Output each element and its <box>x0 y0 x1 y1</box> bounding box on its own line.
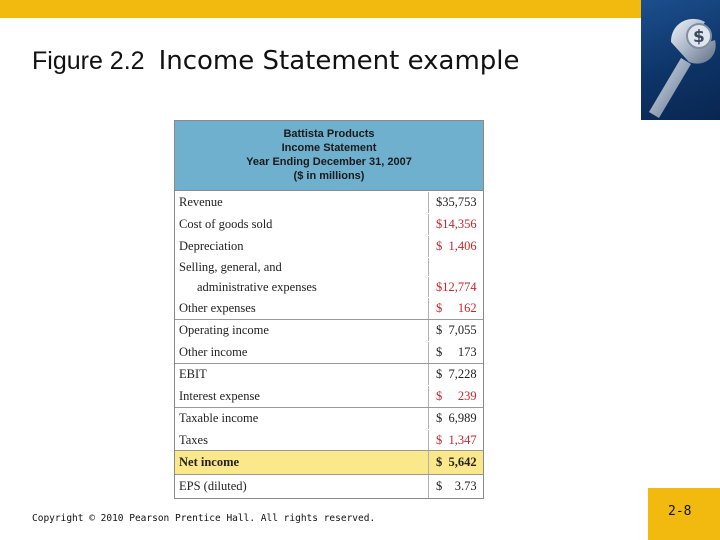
table-row <box>175 297 483 319</box>
table-row <box>175 474 483 498</box>
top-accent-bar <box>0 0 641 18</box>
row-value: $ 5,642 <box>436 455 477 469</box>
table-row <box>175 276 483 297</box>
row-label: administrative expenses <box>175 277 429 297</box>
copyright-notice: Copyright © 2010 Pearson Prentice Hall. All rights reserved. <box>32 513 376 524</box>
svg-text:$: $ <box>693 27 705 47</box>
page-number: 2-8 <box>668 504 692 519</box>
table-row <box>175 319 483 341</box>
row-label: Revenue <box>175 192 429 213</box>
table-row <box>175 385 483 407</box>
company-name: Battista Products <box>283 128 375 140</box>
row-value: $ 1,347 <box>436 433 477 447</box>
row-label: Net income <box>175 451 429 474</box>
row-label: EPS (diluted) <box>175 475 429 498</box>
statement-header <box>175 121 483 191</box>
figure-label: Figure 2.2 <box>32 47 145 75</box>
wrench-dollar-icon <box>641 0 720 120</box>
income-statement-table <box>174 120 484 499</box>
page-number-badge <box>648 488 720 540</box>
slide-title <box>32 46 520 76</box>
row-value: $35,753 <box>436 195 477 209</box>
row-value: $ 173 <box>436 345 477 359</box>
row-label: Selling, general, and <box>175 258 429 276</box>
row-label: Other expenses <box>175 298 429 319</box>
row-value: $ 239 <box>436 389 477 403</box>
statement-period: Year Ending December 31, 2007 <box>246 156 412 168</box>
table-row <box>175 191 483 213</box>
statement-units: ($ in millions) <box>293 170 365 182</box>
row-label: Depreciation <box>175 236 429 257</box>
table-row <box>175 213 483 235</box>
table-row <box>175 235 483 257</box>
row-value <box>429 258 483 276</box>
statement-rows <box>175 191 483 498</box>
row-label: Operating income <box>175 320 429 341</box>
row-label: Other income <box>175 342 429 363</box>
row-value: $ 7,228 <box>436 367 477 381</box>
row-value: $ 3.73 <box>436 479 477 493</box>
title-text: Income Statement example <box>158 46 520 76</box>
row-value: $ 162 <box>436 301 477 315</box>
table-row <box>175 363 483 385</box>
table-row <box>175 407 483 429</box>
row-value: $ 6,989 <box>436 411 477 425</box>
row-label: Cost of goods sold <box>175 214 429 235</box>
table-row <box>175 341 483 363</box>
row-value: $14,356 <box>436 217 477 231</box>
row-value: $ 7,055 <box>436 323 477 337</box>
table-row <box>175 257 483 276</box>
table-row <box>175 429 483 450</box>
net-income-row <box>175 450 483 474</box>
row-label: Taxable income <box>175 408 429 429</box>
row-label: Interest expense <box>175 386 429 407</box>
row-value: $ 1,406 <box>436 239 477 253</box>
row-label: EBIT <box>175 364 429 385</box>
statement-name: Income Statement <box>281 142 377 154</box>
row-value: $12,774 <box>436 280 477 294</box>
row-label: Taxes <box>175 430 429 450</box>
